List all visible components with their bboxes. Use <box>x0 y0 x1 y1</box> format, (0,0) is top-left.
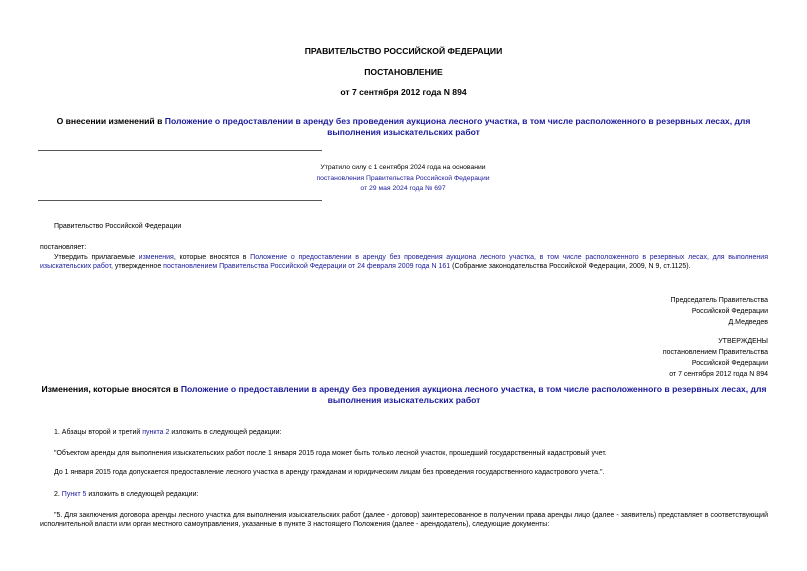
change-item-1 <box>40 428 782 437</box>
expired-note-text: Утратило силу с 1 сентября 2024 года на основании <box>320 164 486 171</box>
expired-note <box>300 163 506 195</box>
resolves-text: постановляет: <box>40 244 87 251</box>
heading-regulation-link[interactable]: Положение о предоставлении в аренду без проведения аукциона лесного участка, в том числе расположенного в резервных лесах, для выполнения изыскательских работ <box>164 116 751 138</box>
item1-text-b: изложить в следующей редакции: <box>169 429 282 436</box>
item1-link[interactable]: пункта 2 <box>142 429 170 436</box>
p1-text-a: Утвердить прилагаемые <box>54 254 139 261</box>
expired-note-link-2[interactable]: от 29 мая 2024 года № 697 <box>360 185 446 193</box>
item2-text-a: 2. <box>54 491 62 498</box>
approved-line-3: Российской Федерации <box>691 359 768 367</box>
document-date-number: от 7 сентября 2012 года N 894 <box>340 87 467 97</box>
item2-link[interactable]: Пункт 5 <box>61 491 87 498</box>
divider-top <box>38 150 322 151</box>
heading-prefix: О внесении изменений в <box>56 116 165 126</box>
p1-text-c: , утвержденное <box>111 263 164 271</box>
signature-line-2: Российской Федерации <box>691 307 768 315</box>
quote-3: "5. Для заключения договора аренды лесного участка для выполнения изыскательских работ (далее - договор) заинтересованное в получении права аренды лицо (далее - заявитель) представляет в соответствующий исполнительной власти или орган местного самоуправления, указанные в пункте 3 настоящего Положения (далее - арендодатель), следующие документы: <box>40 512 768 529</box>
divider-bottom <box>38 200 322 201</box>
resolution-paragraph <box>40 253 768 272</box>
approved-block <box>560 337 768 380</box>
changes-heading-prefix: Изменения, которые вносятся в <box>41 384 181 394</box>
changes-heading <box>36 384 772 406</box>
approved-line-4: от 7 сентября 2012 года N 894 <box>669 370 768 378</box>
signature-name: Д.Медведев <box>728 318 768 326</box>
document-heading <box>40 116 767 138</box>
change-item-2 <box>40 490 782 499</box>
quote-1: "Объектом аренды для выполнения изыскательских работ после 1 января 2015 года может быть только лесной участок, прошедший государственный кадастровый учет. <box>54 450 607 457</box>
government-text: Правительство Российской Федерации <box>54 223 182 230</box>
expired-note-link-1[interactable]: постановления Правительства Российской Федерации <box>316 174 490 182</box>
government-title: ПРАВИТЕЛЬСТВО РОССИЙСКОЙ ФЕДЕРАЦИИ <box>304 46 503 56</box>
p1-text-b: , которые вносятся в <box>173 254 251 261</box>
changes-link[interactable]: изменения <box>138 254 174 261</box>
document-type: ПОСТАНОВЛЕНИЕ <box>364 67 443 77</box>
changes-heading-link[interactable]: Положение о предоставлении в аренду без проведения аукциона лесного участка, в том числе расположенного в резервных лесах, для выполнения изыскательских работ <box>180 384 767 406</box>
approved-line-1: УТВЕРЖДЕНЫ <box>718 338 768 345</box>
approved-line-2: постановлением Правительства <box>662 348 768 356</box>
regulation-link[interactable]: Положение о предоставлении в аренду без проведения аукциона лесного участка, в том числе расположенного в резервных лесах, для выполнения изыскательских работ <box>40 254 768 271</box>
signature-block <box>560 296 768 329</box>
quote-2: До 1 января 2015 года допускается предоставление лесного участка в аренду гражданам и юридическим лицам без проведения государственного кадастрового учета.". <box>54 469 605 476</box>
signature-line-1: Председатель Правительства <box>670 297 768 304</box>
decree-161-link[interactable]: постановлением Правительства Российской Федерации от 24 февраля 2009 года N 161 <box>163 263 451 271</box>
item2-text-b: изложить в следующей редакции: <box>86 491 199 498</box>
item1-text-a: 1. Абзацы второй и третий <box>54 429 143 436</box>
p1-text-d: (Собрание законодательства Российской Федерации, 2009, N 9, ст.1125). <box>450 263 691 271</box>
